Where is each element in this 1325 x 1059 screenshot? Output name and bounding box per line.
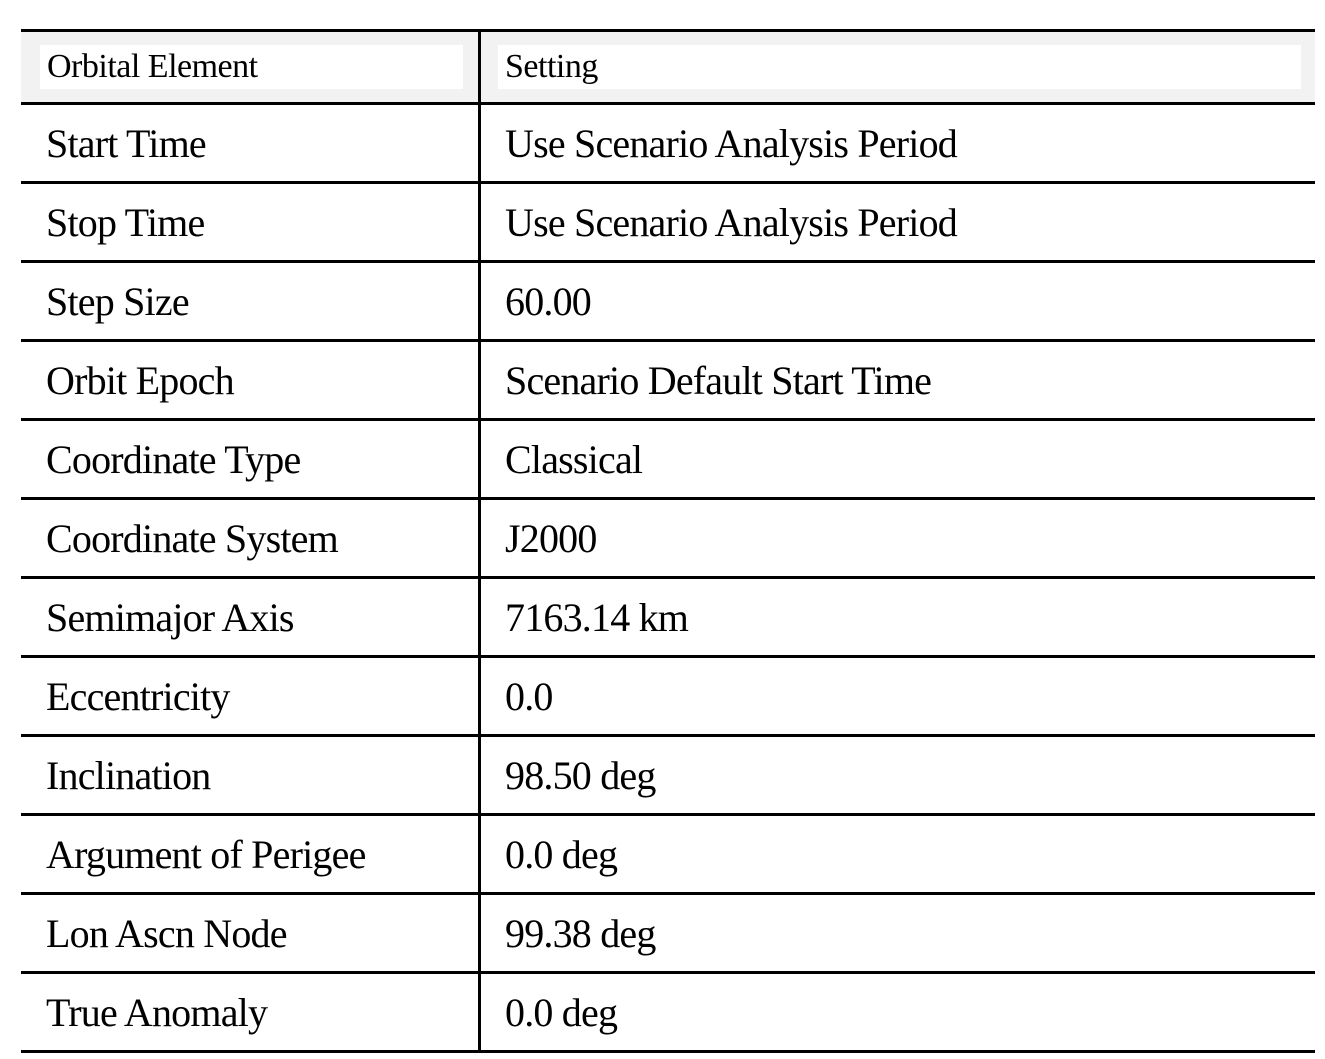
cell-element: Inclination (21, 736, 480, 815)
cell-setting: J2000 (480, 499, 1316, 578)
table-row (21, 499, 1315, 578)
cell-element: Stop Time (21, 183, 480, 262)
table-row (21, 815, 1315, 894)
cell-setting: Scenario Default Start Time (480, 341, 1316, 420)
cell-setting: Use Scenario Analysis Period (480, 104, 1316, 183)
cell-setting: 60.00 (480, 262, 1316, 341)
table-row (21, 104, 1315, 183)
cell-element: Coordinate System (21, 499, 480, 578)
cell-setting: 0.0 (480, 657, 1316, 736)
header-orbital-element (21, 31, 480, 104)
cell-setting: 0.0 deg (505, 989, 618, 1035)
cell-setting: 7163.14 km (480, 578, 1316, 657)
cell-element: Eccentricity (21, 657, 480, 736)
table-row (21, 894, 1315, 973)
table-row (21, 657, 1315, 736)
cell-setting: Classical (480, 420, 1316, 499)
cell-element: Step Size (21, 262, 480, 341)
table-row (21, 183, 1315, 262)
table-row (21, 973, 1315, 1052)
cell-setting: 0.0 deg (480, 815, 1316, 894)
table-row (21, 420, 1315, 499)
cell-setting: 99.38 deg (480, 894, 1316, 973)
table-row (21, 578, 1315, 657)
header-label-orbital-element: Orbital Element (40, 45, 463, 89)
table-row (21, 262, 1315, 341)
orbital-elements-table (21, 29, 1315, 1053)
header-setting (480, 31, 1316, 104)
cell-setting: 98.50 deg (480, 736, 1316, 815)
cell-element: Coordinate Type (21, 420, 480, 499)
cell-element: Semimajor Axis (21, 578, 480, 657)
cell-element: Orbit Epoch (21, 341, 480, 420)
table-row (21, 341, 1315, 420)
table-header-row (21, 31, 1315, 104)
header-label-setting: Setting (498, 45, 1301, 89)
cell-element: Lon Ascn Node (21, 894, 480, 973)
cell-element: Argument of Perigee (21, 815, 480, 894)
cell-setting: Use Scenario Analysis Period (480, 183, 1316, 262)
cell-element: Start Time (21, 104, 480, 183)
cell-element: True Anomaly (21, 973, 480, 1052)
table-row (21, 736, 1315, 815)
